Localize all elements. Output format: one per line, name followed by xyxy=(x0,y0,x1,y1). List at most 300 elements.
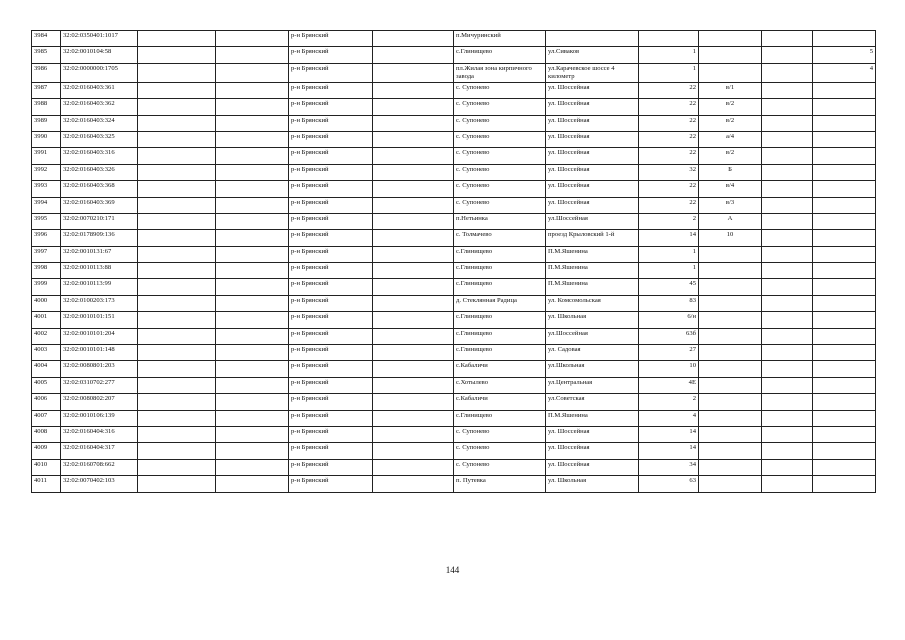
empty-col-4-cell xyxy=(216,459,289,475)
locality-cell: пл.Жилая зона кирпичного завода xyxy=(454,63,546,82)
empty-col-4-cell xyxy=(216,148,289,164)
street-cell: проезд Крыловский 1-й xyxy=(546,230,639,246)
empty-col-4-cell xyxy=(216,295,289,311)
empty-col-11-cell xyxy=(762,148,813,164)
empty-col-3-cell xyxy=(138,131,216,147)
empty-col-3-cell xyxy=(138,213,216,229)
empty-col-3-cell xyxy=(138,181,216,197)
house-number-cell: 14 xyxy=(639,426,699,442)
empty-col-3-cell xyxy=(138,148,216,164)
table-row xyxy=(32,345,876,361)
locality-cell: п. Путевка xyxy=(454,476,546,492)
locality-cell: с. Супонево xyxy=(454,426,546,442)
district-cell: р-н Брянский xyxy=(289,312,373,328)
cadastral-number-cell: 32:02:0010113:88 xyxy=(61,263,138,279)
district-cell: р-н Брянский xyxy=(289,361,373,377)
row-number-cell: 3984 xyxy=(32,31,61,47)
table-row xyxy=(32,377,876,393)
table-row xyxy=(32,164,876,180)
cadastral-number-cell: 32:02:0160403:316 xyxy=(61,148,138,164)
locality-cell: с.Глинищево xyxy=(454,345,546,361)
empty-col-3-cell xyxy=(138,279,216,295)
empty-col-4-cell xyxy=(216,131,289,147)
row-number-cell: 4001 xyxy=(32,312,61,328)
house-number-cell: 2 xyxy=(639,213,699,229)
empty-col-4-cell xyxy=(216,31,289,47)
house-number-cell: 1 xyxy=(639,263,699,279)
row-number-cell: 3997 xyxy=(32,246,61,262)
empty-col-6-cell xyxy=(373,410,454,426)
row-number-cell: 4010 xyxy=(32,459,61,475)
locality-cell: с. Супонево xyxy=(454,181,546,197)
empty-col-6-cell xyxy=(373,181,454,197)
building-cell xyxy=(699,377,762,393)
empty-col-6-cell xyxy=(373,476,454,492)
street-cell: ул.Центральная xyxy=(546,377,639,393)
empty-col-11-cell xyxy=(762,394,813,410)
locality-cell: с.Глинищево xyxy=(454,279,546,295)
apartment-cell xyxy=(813,164,876,180)
house-number-cell: 22 xyxy=(639,82,699,98)
locality-cell: с. Супонево xyxy=(454,148,546,164)
district-cell: р-н Брянский xyxy=(289,279,373,295)
empty-col-6-cell xyxy=(373,361,454,377)
street-cell: ул. Шоссейная xyxy=(546,443,639,459)
empty-col-11-cell xyxy=(762,279,813,295)
locality-cell: с. Супонево xyxy=(454,99,546,115)
street-cell: ул. Школьная xyxy=(546,476,639,492)
locality-cell: с. Супонево xyxy=(454,197,546,213)
house-number-cell: 1 xyxy=(639,47,699,63)
locality-cell: с. Толмачево xyxy=(454,230,546,246)
street-cell: ул. Шоссейная xyxy=(546,131,639,147)
district-cell: р-н Брянский xyxy=(289,459,373,475)
district-cell: р-н Брянский xyxy=(289,295,373,311)
street-cell: ул. Шоссейная xyxy=(546,82,639,98)
empty-col-11-cell xyxy=(762,82,813,98)
empty-col-4-cell xyxy=(216,164,289,180)
apartment-cell xyxy=(813,443,876,459)
street-cell: ул. Шоссейная xyxy=(546,148,639,164)
cadastral-number-cell: 32:02:0160403:362 xyxy=(61,99,138,115)
empty-col-6-cell xyxy=(373,131,454,147)
row-number-cell: 3992 xyxy=(32,164,61,180)
street-cell: ул.Шоссейная xyxy=(546,213,639,229)
empty-col-6-cell xyxy=(373,295,454,311)
street-cell: ул. Шоссейная xyxy=(546,426,639,442)
empty-col-4-cell xyxy=(216,377,289,393)
street-cell: ул. Шоссейная xyxy=(546,99,639,115)
locality-cell: с. Супонево xyxy=(454,164,546,180)
row-number-cell: 3988 xyxy=(32,99,61,115)
street-cell xyxy=(546,31,639,47)
empty-col-6-cell xyxy=(373,148,454,164)
empty-col-3-cell xyxy=(138,328,216,344)
building-cell xyxy=(699,476,762,492)
row-number-cell: 3994 xyxy=(32,197,61,213)
row-number-cell: 4000 xyxy=(32,295,61,311)
empty-col-6-cell xyxy=(373,279,454,295)
street-cell: П.М.Яшенина xyxy=(546,279,639,295)
district-cell: р-н Брянский xyxy=(289,394,373,410)
table-row xyxy=(32,148,876,164)
empty-col-4-cell xyxy=(216,328,289,344)
building-cell xyxy=(699,246,762,262)
building-cell xyxy=(699,31,762,47)
cadastral-number-cell: 32:02:0350401:1017 xyxy=(61,31,138,47)
empty-col-11-cell xyxy=(762,181,813,197)
cadastral-number-cell: 32:02:0010113:99 xyxy=(61,279,138,295)
empty-col-3-cell xyxy=(138,361,216,377)
building-cell xyxy=(699,328,762,344)
row-number-cell: 3985 xyxy=(32,47,61,63)
apartment-cell xyxy=(813,345,876,361)
cadastral-number-cell: 32:02:0010106:139 xyxy=(61,410,138,426)
house-number-cell: 4Е xyxy=(639,377,699,393)
empty-col-4-cell xyxy=(216,213,289,229)
building-cell: Б xyxy=(699,164,762,180)
empty-col-4-cell xyxy=(216,47,289,63)
street-cell: ул.Сиваков xyxy=(546,47,639,63)
empty-col-4-cell xyxy=(216,99,289,115)
locality-cell: с.Глинищево xyxy=(454,328,546,344)
row-number-cell: 3998 xyxy=(32,263,61,279)
row-number-cell: 3993 xyxy=(32,181,61,197)
row-number-cell: 3989 xyxy=(32,115,61,131)
building-cell xyxy=(699,394,762,410)
locality-cell: п.Нетьинка xyxy=(454,213,546,229)
empty-col-6-cell xyxy=(373,345,454,361)
apartment-cell xyxy=(813,361,876,377)
building-cell: 10 xyxy=(699,230,762,246)
table-row xyxy=(32,246,876,262)
house-number-cell: 83 xyxy=(639,295,699,311)
empty-col-4-cell xyxy=(216,361,289,377)
empty-col-3-cell xyxy=(138,377,216,393)
district-cell: р-н Брянский xyxy=(289,131,373,147)
table-row xyxy=(32,279,876,295)
locality-cell: с.Хотылево xyxy=(454,377,546,393)
empty-col-11-cell xyxy=(762,295,813,311)
table-row xyxy=(32,213,876,229)
district-cell: р-н Брянский xyxy=(289,476,373,492)
building-cell xyxy=(699,63,762,82)
house-number-cell: 1 xyxy=(639,63,699,82)
district-cell: р-н Брянский xyxy=(289,377,373,393)
cadastral-number-cell: 32:02:0010104:58 xyxy=(61,47,138,63)
house-number-cell: 6/н xyxy=(639,312,699,328)
empty-col-3-cell xyxy=(138,115,216,131)
cadastral-number-cell: 32:02:0160404:317 xyxy=(61,443,138,459)
empty-col-11-cell xyxy=(762,410,813,426)
apartment-cell xyxy=(813,82,876,98)
empty-col-6-cell xyxy=(373,230,454,246)
empty-col-3-cell xyxy=(138,63,216,82)
table-row xyxy=(32,99,876,115)
district-cell: р-н Брянский xyxy=(289,263,373,279)
empty-col-11-cell xyxy=(762,312,813,328)
table-row xyxy=(32,115,876,131)
empty-col-4-cell xyxy=(216,345,289,361)
district-cell: р-н Брянский xyxy=(289,230,373,246)
empty-col-4-cell xyxy=(216,246,289,262)
cadastral-number-cell: 32:02:0178909:136 xyxy=(61,230,138,246)
apartment-cell xyxy=(813,377,876,393)
building-cell: в/4 xyxy=(699,181,762,197)
empty-col-6-cell xyxy=(373,312,454,328)
street-cell: ул. Школьная xyxy=(546,312,639,328)
district-cell: р-н Брянский xyxy=(289,328,373,344)
apartment-cell: 5 xyxy=(813,47,876,63)
empty-col-11-cell xyxy=(762,31,813,47)
district-cell: р-н Брянский xyxy=(289,197,373,213)
empty-col-3-cell xyxy=(138,426,216,442)
empty-col-11-cell xyxy=(762,443,813,459)
empty-col-6-cell xyxy=(373,47,454,63)
empty-col-6-cell xyxy=(373,246,454,262)
empty-col-11-cell xyxy=(762,131,813,147)
street-cell: ул. Шоссейная xyxy=(546,115,639,131)
building-cell xyxy=(699,279,762,295)
row-number-cell: 3995 xyxy=(32,213,61,229)
apartment-cell xyxy=(813,213,876,229)
empty-col-11-cell xyxy=(762,99,813,115)
table-row xyxy=(32,181,876,197)
table-row xyxy=(32,361,876,377)
empty-col-3-cell xyxy=(138,459,216,475)
empty-col-6-cell xyxy=(373,263,454,279)
apartment-cell xyxy=(813,31,876,47)
district-cell: р-н Брянский xyxy=(289,410,373,426)
building-cell: а/4 xyxy=(699,131,762,147)
building-cell xyxy=(699,47,762,63)
empty-col-6-cell xyxy=(373,197,454,213)
apartment-cell xyxy=(813,459,876,475)
house-number-cell: 34 xyxy=(639,459,699,475)
house-number-cell xyxy=(639,31,699,47)
house-number-cell: 45 xyxy=(639,279,699,295)
building-cell xyxy=(699,443,762,459)
house-number-cell: 10 xyxy=(639,361,699,377)
district-cell: р-н Брянский xyxy=(289,63,373,82)
locality-cell: с. Супонево xyxy=(454,131,546,147)
house-number-cell: 32 xyxy=(639,164,699,180)
house-number-cell: 1 xyxy=(639,246,699,262)
apartment-cell xyxy=(813,181,876,197)
cadastral-number-cell: 32:02:0080801:203 xyxy=(61,361,138,377)
locality-cell: с.Глинищево xyxy=(454,47,546,63)
building-cell: в/2 xyxy=(699,115,762,131)
street-cell: ул.Шоссейная xyxy=(546,328,639,344)
street-cell: ул.Школьная xyxy=(546,361,639,377)
district-cell: р-н Брянский xyxy=(289,443,373,459)
table-row xyxy=(32,410,876,426)
empty-col-3-cell xyxy=(138,82,216,98)
district-cell: р-н Брянский xyxy=(289,426,373,442)
row-number-cell: 4003 xyxy=(32,345,61,361)
empty-col-3-cell xyxy=(138,246,216,262)
row-number-cell: 4007 xyxy=(32,410,61,426)
empty-col-4-cell xyxy=(216,82,289,98)
cadastral-number-cell: 32:02:0010131:67 xyxy=(61,246,138,262)
apartment-cell xyxy=(813,279,876,295)
street-cell: ул.Карачевское шоссе 4 километр xyxy=(546,63,639,82)
cadastral-number-cell: 32:02:0070402:103 xyxy=(61,476,138,492)
building-cell: в/1 xyxy=(699,82,762,98)
empty-col-3-cell xyxy=(138,312,216,328)
street-cell: ул. Шоссейная xyxy=(546,164,639,180)
apartment-cell xyxy=(813,410,876,426)
building-cell: в/3 xyxy=(699,197,762,213)
empty-col-4-cell xyxy=(216,181,289,197)
empty-col-11-cell xyxy=(762,459,813,475)
empty-col-11-cell xyxy=(762,328,813,344)
table-row xyxy=(32,459,876,475)
cadastral-number-cell: 32:02:0160404:316 xyxy=(61,426,138,442)
empty-col-11-cell xyxy=(762,230,813,246)
table-row xyxy=(32,131,876,147)
apartment-cell xyxy=(813,476,876,492)
apartment-cell: 4 xyxy=(813,63,876,82)
empty-col-11-cell xyxy=(762,197,813,213)
cadastral-number-cell: 32:02:0100203:173 xyxy=(61,295,138,311)
empty-col-6-cell xyxy=(373,213,454,229)
table-row xyxy=(32,197,876,213)
street-cell: ул.Советская xyxy=(546,394,639,410)
empty-col-11-cell xyxy=(762,476,813,492)
empty-col-6-cell xyxy=(373,82,454,98)
empty-col-6-cell xyxy=(373,328,454,344)
apartment-cell xyxy=(813,263,876,279)
cadastral-number-cell: 32:02:0070210:171 xyxy=(61,213,138,229)
building-cell xyxy=(699,410,762,426)
table-row xyxy=(32,476,876,492)
row-number-cell: 4006 xyxy=(32,394,61,410)
empty-col-3-cell xyxy=(138,295,216,311)
empty-col-4-cell xyxy=(216,230,289,246)
house-number-cell: 63б xyxy=(639,328,699,344)
locality-cell: с.Кабаличи xyxy=(454,361,546,377)
empty-col-4-cell xyxy=(216,394,289,410)
district-cell: р-н Брянский xyxy=(289,99,373,115)
house-number-cell: 4 xyxy=(639,410,699,426)
table-row xyxy=(32,394,876,410)
table-row xyxy=(32,443,876,459)
locality-cell: с. Супонево xyxy=(454,459,546,475)
empty-col-6-cell xyxy=(373,63,454,82)
apartment-cell xyxy=(813,295,876,311)
empty-col-3-cell xyxy=(138,47,216,63)
table-row xyxy=(32,82,876,98)
table-row xyxy=(32,230,876,246)
locality-cell: с.Глинищево xyxy=(454,410,546,426)
building-cell xyxy=(699,312,762,328)
empty-col-4-cell xyxy=(216,476,289,492)
empty-col-6-cell xyxy=(373,31,454,47)
cadastral-number-cell: 32:02:0160403:326 xyxy=(61,164,138,180)
empty-col-3-cell xyxy=(138,394,216,410)
building-cell xyxy=(699,459,762,475)
apartment-cell xyxy=(813,328,876,344)
row-number-cell: 3999 xyxy=(32,279,61,295)
house-number-cell: 63 xyxy=(639,476,699,492)
empty-col-11-cell xyxy=(762,263,813,279)
empty-col-4-cell xyxy=(216,263,289,279)
empty-col-11-cell xyxy=(762,63,813,82)
cadastral-number-cell: 32:02:0160403:325 xyxy=(61,131,138,147)
locality-cell: с. Супонево xyxy=(454,82,546,98)
house-number-cell: 14 xyxy=(639,443,699,459)
district-cell: р-н Брянский xyxy=(289,345,373,361)
row-number-cell: 4005 xyxy=(32,377,61,393)
district-cell: р-н Брянский xyxy=(289,181,373,197)
table-row xyxy=(32,426,876,442)
district-cell: р-н Брянский xyxy=(289,213,373,229)
table-row xyxy=(32,312,876,328)
locality-cell: с.Глинищево xyxy=(454,263,546,279)
house-number-cell: 22 xyxy=(639,115,699,131)
cadastral-number-cell: 32:02:0010101:151 xyxy=(61,312,138,328)
empty-col-11-cell xyxy=(762,115,813,131)
street-cell: ул. Шоссейная xyxy=(546,197,639,213)
empty-col-4-cell xyxy=(216,115,289,131)
apartment-cell xyxy=(813,246,876,262)
row-number-cell: 4008 xyxy=(32,426,61,442)
cadastral-number-cell: 32:02:0000000:1705 xyxy=(61,63,138,82)
empty-col-6-cell xyxy=(373,99,454,115)
empty-col-6-cell xyxy=(373,459,454,475)
locality-cell: д. Стеклянная Радица xyxy=(454,295,546,311)
empty-col-11-cell xyxy=(762,377,813,393)
row-number-cell: 3996 xyxy=(32,230,61,246)
table-row xyxy=(32,263,876,279)
empty-col-3-cell xyxy=(138,345,216,361)
building-cell xyxy=(699,345,762,361)
empty-col-6-cell xyxy=(373,394,454,410)
apartment-cell xyxy=(813,394,876,410)
house-number-cell: 27 xyxy=(639,345,699,361)
street-cell: ул. Садовая xyxy=(546,345,639,361)
district-cell: р-н Брянский xyxy=(289,164,373,180)
district-cell: р-н Брянский xyxy=(289,115,373,131)
table-row xyxy=(32,63,876,82)
locality-cell: с.Кабаличи xyxy=(454,394,546,410)
cadastral-number-cell: 32:02:0010101:148 xyxy=(61,345,138,361)
cadastral-number-cell: 32:02:0080802:207 xyxy=(61,394,138,410)
street-cell: П.М.Яшенина xyxy=(546,410,639,426)
empty-col-3-cell xyxy=(138,410,216,426)
row-number-cell: 4009 xyxy=(32,443,61,459)
building-cell: в/2 xyxy=(699,148,762,164)
empty-col-3-cell xyxy=(138,476,216,492)
empty-col-3-cell xyxy=(138,443,216,459)
empty-col-11-cell xyxy=(762,426,813,442)
cadastral-number-cell: 32:02:0160403:368 xyxy=(61,181,138,197)
locality-cell: п.Мичуринский xyxy=(454,31,546,47)
empty-col-4-cell xyxy=(216,279,289,295)
cadastral-number-cell: 32:02:0160403:324 xyxy=(61,115,138,131)
house-number-cell: 22 xyxy=(639,181,699,197)
locality-cell: с.Глинищево xyxy=(454,312,546,328)
empty-col-11-cell xyxy=(762,213,813,229)
apartment-cell xyxy=(813,99,876,115)
locality-cell: с.Глинищево xyxy=(454,246,546,262)
building-cell xyxy=(699,361,762,377)
house-number-cell: 2 xyxy=(639,394,699,410)
table-row xyxy=(32,328,876,344)
district-cell: р-н Брянский xyxy=(289,82,373,98)
street-cell: П.М.Яшенина xyxy=(546,263,639,279)
